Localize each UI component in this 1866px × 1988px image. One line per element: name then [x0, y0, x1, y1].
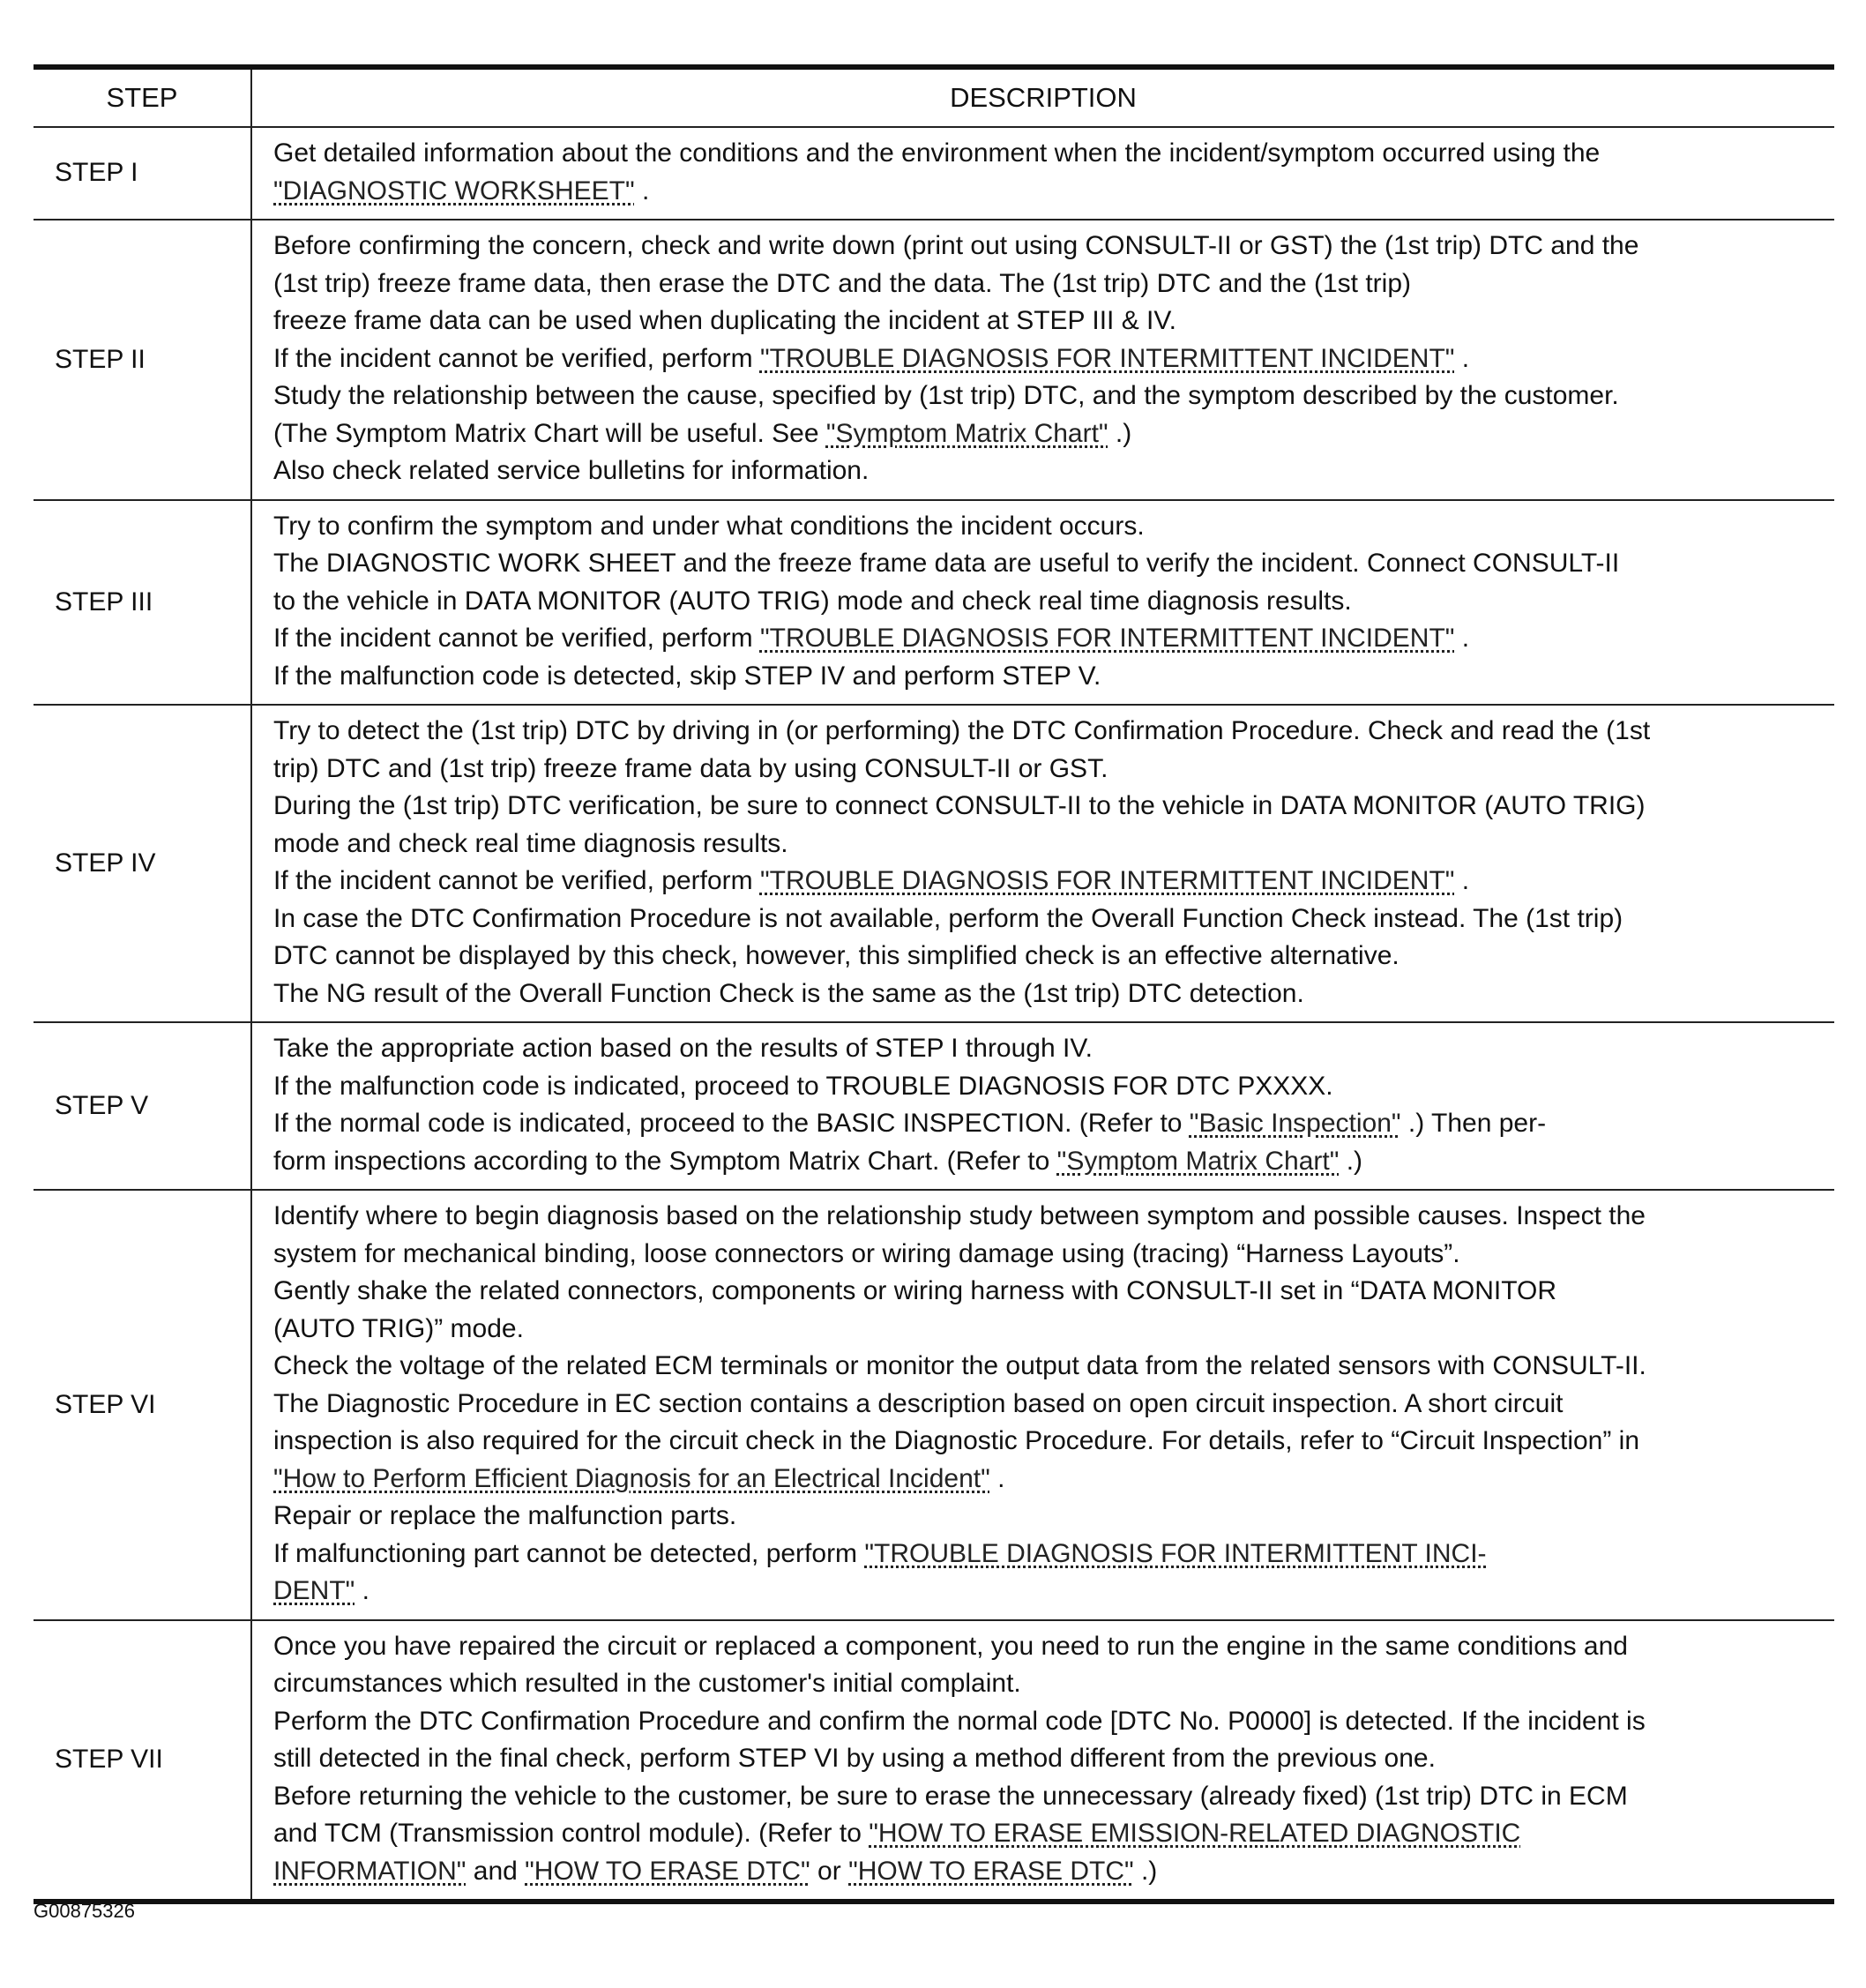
description-text: Repair or replace the malfunction parts. — [273, 1501, 737, 1530]
description-line — [273, 1498, 1820, 1536]
description-line — [273, 713, 1820, 751]
description-line — [273, 1628, 1820, 1666]
description-text: (1st trip) freeze frame data, then erase the DTC and the data. The (1st trip) DTC and the (1st trip) — [273, 268, 1412, 298]
description-text: If the malfunction code is detected, skip STEP IV and perform STEP V. — [273, 661, 1101, 691]
reference-link[interactable]: "TROUBLE DIAGNOSIS FOR INTERMITTENT INCIDENT" — [759, 624, 1455, 653]
table-row — [34, 1022, 1834, 1190]
description-text: . — [1454, 866, 1470, 895]
reference-link[interactable]: "HOW TO ERASE EMISSION-RELATED DIAGNOSTIC — [869, 1819, 1521, 1848]
reference-link[interactable]: "HOW TO ERASE DTC" — [525, 1856, 810, 1886]
description-text: mode and check real time diagnosis results. — [273, 828, 788, 858]
description-text: Check the voltage of the related ECM terminals or monitor the output data from the related sensors with CONSULT-II. — [273, 1351, 1646, 1380]
description-line — [273, 1068, 1820, 1106]
step-label: STEP V — [34, 1022, 251, 1190]
description-text: . — [1454, 343, 1470, 373]
description-line — [273, 228, 1820, 265]
description-text: Identify where to begin diagnosis based on the relationship study between symptom and possible causes. Inspect the — [273, 1201, 1646, 1230]
step-description — [251, 1022, 1834, 1190]
description-line — [273, 863, 1820, 901]
description-text: form inspections according to the Symptom Matrix Chart. (Refer to — [273, 1146, 1057, 1176]
table-row — [34, 1190, 1834, 1620]
step-label: STEP IV — [34, 705, 251, 1022]
diagnostic-steps-table — [34, 64, 1834, 1904]
step-label: STEP VII — [34, 1620, 251, 1902]
description-text: Before returning the vehicle to the customer, be sure to erase the unnecessary (already fixed) (1st trip) DTC in ECM — [273, 1781, 1628, 1811]
description-line — [273, 938, 1820, 975]
description-text: Once you have repaired the circuit or replaced a component, you need to run the engine in the same conditions and — [273, 1631, 1628, 1661]
description-text: inspection is also required for the circuit check in the Diagnostic Procedure. For details, refer to “Circuit Inspection” in — [273, 1426, 1640, 1455]
description-text: (The Symptom Matrix Chart will be useful. See — [273, 418, 826, 448]
description-line — [273, 415, 1820, 453]
description-line — [273, 975, 1820, 1013]
description-line — [273, 1815, 1820, 1853]
step-description — [251, 500, 1834, 706]
description-line — [273, 901, 1820, 938]
description-text: Take the appropriate action based on the results of STEP I through IV. — [273, 1034, 1093, 1063]
reference-link[interactable]: "How to Perform Efficient Diagnosis for an Electrical Incident" — [273, 1463, 990, 1493]
description-text: Try to confirm the symptom and under what conditions the incident occurs. — [273, 511, 1145, 541]
description-line — [273, 377, 1820, 415]
step-description — [251, 1190, 1834, 1620]
step-label: STEP VI — [34, 1190, 251, 1620]
description-line — [273, 1311, 1820, 1349]
description-text: .) — [1339, 1146, 1363, 1176]
reference-link[interactable]: "TROUBLE DIAGNOSIS FOR INTERMITTENT INCI- — [864, 1538, 1487, 1568]
description-text: .) Then per- — [1400, 1109, 1547, 1138]
description-text: freeze frame data can be used when duplicating the incident at STEP III & IV. — [273, 306, 1176, 335]
step-description — [251, 1620, 1834, 1902]
table-row — [34, 500, 1834, 706]
reference-link[interactable]: INFORMATION" — [273, 1856, 466, 1886]
description-text: .) — [1133, 1856, 1158, 1886]
description-text: Perform the DTC Confirmation Procedure and confirm the normal code [DTC No. P0000] is detected. If the incident is — [273, 1706, 1646, 1736]
description-text: In case the DTC Confirmation Procedure is not available, perform the Overall Function Check instead. The (1st trip) — [273, 903, 1623, 933]
description-line — [273, 1030, 1820, 1068]
description-text: Also check related service bulletins for information. — [273, 456, 870, 485]
description-line — [273, 1198, 1820, 1236]
description-line — [273, 1273, 1820, 1311]
reference-link[interactable]: "DIAGNOSTIC WORKSHEET" — [273, 176, 635, 206]
table-row — [34, 705, 1834, 1022]
description-text: The DIAGNOSTIC WORK SHEET and the freeze frame data are useful to verify the incident. Connect CONSULT-II — [273, 549, 1620, 578]
description-text: If the normal code is indicated, proceed to the BASIC INSPECTION. (Refer to — [273, 1109, 1190, 1138]
step-rows — [34, 127, 1834, 1902]
description-text: . — [634, 176, 650, 206]
description-line — [273, 1236, 1820, 1274]
description-line — [273, 1778, 1820, 1816]
description-line — [273, 1143, 1820, 1181]
step-label: STEP III — [34, 500, 251, 706]
reference-link[interactable]: "TROUBLE DIAGNOSIS FOR INTERMITTENT INCIDENT" — [759, 343, 1455, 373]
description-text: The NG result of the Overall Function Check is the same as the (1st trip) DTC detection. — [273, 978, 1304, 1008]
reference-link[interactable]: "Symptom Matrix Chart" — [825, 418, 1108, 448]
description-text: . — [989, 1463, 1005, 1493]
description-text: Gently shake the related connectors, components or wiring harness with CONSULT-II set in “DATA MONITOR — [273, 1276, 1556, 1305]
description-text: still detected in the final check, perform STEP VI by using a method different from the previous one. — [273, 1744, 1436, 1773]
description-line — [273, 1105, 1820, 1143]
table-header-row — [34, 67, 1834, 127]
description-text: and TCM (Transmission control module). (Refer to — [273, 1819, 870, 1848]
description-line — [273, 1423, 1820, 1461]
description-line — [273, 303, 1820, 340]
step-description — [251, 705, 1834, 1022]
step-description — [251, 127, 1834, 220]
description-text: to the vehicle in DATA MONITOR (AUTO TRIG) mode and check real time diagnosis results. — [273, 586, 1352, 616]
description-line — [273, 1740, 1820, 1778]
step-label: STEP II — [34, 220, 251, 500]
description-line — [273, 1573, 1820, 1611]
description-line — [273, 1703, 1820, 1741]
description-text: Study the relationship between the cause, specified by (1st trip) DTC, and the symptom described by the customer. — [273, 381, 1619, 410]
description-line — [273, 135, 1820, 173]
description-column-header: DESCRIPTION — [251, 67, 1834, 127]
description-line — [273, 340, 1820, 378]
table-row — [34, 220, 1834, 500]
description-line — [273, 1461, 1820, 1498]
description-text: During the (1st trip) DTC verification, be sure to connect CONSULT-II to the vehicle in DATA MONITOR (AUTO TRIG) — [273, 791, 1646, 820]
description-line — [273, 545, 1820, 583]
description-text: system for mechanical binding, loose connectors or wiring damage using (tracing) “Harness Layouts”. — [273, 1238, 1460, 1268]
description-line — [273, 658, 1820, 696]
description-line — [273, 751, 1820, 788]
description-text: Get detailed information about the conditions and the environment when the incident/symptom occurred using the — [273, 138, 1601, 168]
description-line — [273, 173, 1820, 211]
reference-link[interactable]: DENT" — [273, 1576, 355, 1605]
description-text: Before confirming the concern, check and write down (print out using CONSULT-II or GST) the (1st trip) DTC and the — [273, 231, 1639, 260]
description-text: The Diagnostic Procedure in EC section contains a description based on open circuit inspection. A short circuit — [273, 1388, 1564, 1418]
description-line — [273, 1536, 1820, 1573]
description-text: If the incident cannot be verified, perform — [273, 866, 760, 895]
description-line — [273, 788, 1820, 826]
description-text: circumstances which resulted in the customer's initial complaint. — [273, 1669, 1021, 1698]
description-line — [273, 508, 1820, 546]
description-line — [273, 583, 1820, 621]
diagnostic-steps-sheet — [34, 64, 1834, 1904]
reference-link[interactable]: "HOW TO ERASE DTC" — [848, 1856, 1134, 1886]
description-text: or — [810, 1856, 849, 1886]
description-line — [273, 265, 1820, 303]
reference-link[interactable]: "Basic Inspection" — [1189, 1109, 1401, 1138]
description-line — [273, 1853, 1820, 1891]
step-description — [251, 220, 1834, 500]
description-text: . — [1454, 624, 1470, 653]
description-text: .) — [1108, 418, 1132, 448]
description-text: If the malfunction code is indicated, proceed to TROUBLE DIAGNOSIS FOR DTC PXXXX. — [273, 1071, 1333, 1101]
description-text: and — [466, 1856, 526, 1886]
description-line — [273, 1348, 1820, 1386]
description-text: trip) DTC and (1st trip) freeze frame data by using CONSULT-II or GST. — [273, 753, 1108, 783]
description-text: If the incident cannot be verified, perform — [273, 624, 760, 653]
reference-link[interactable]: "Symptom Matrix Chart" — [1056, 1146, 1340, 1176]
description-line — [273, 1386, 1820, 1424]
description-text: If the incident cannot be verified, perform — [273, 343, 760, 373]
reference-link[interactable]: "TROUBLE DIAGNOSIS FOR INTERMITTENT INCIDENT" — [759, 866, 1455, 895]
description-text: Try to detect the (1st trip) DTC by driving in (or performing) the DTC Confirmation Procedure. Check and read the (1st — [273, 716, 1651, 745]
description-line — [273, 1665, 1820, 1703]
description-line — [273, 826, 1820, 863]
description-text: (AUTO TRIG)” mode. — [273, 1313, 524, 1343]
description-line — [273, 452, 1820, 490]
description-line — [273, 620, 1820, 658]
table-row — [34, 127, 1834, 220]
description-text: If malfunctioning part cannot be detected, perform — [273, 1538, 865, 1568]
figure-id: G00875326 — [34, 1900, 135, 1922]
description-text: DTC cannot be displayed by this check, however, this simplified check is an effective alternative. — [273, 941, 1400, 970]
table-row — [34, 1620, 1834, 1902]
step-column-header: STEP — [34, 67, 251, 127]
description-text: . — [355, 1576, 369, 1605]
step-label: STEP I — [34, 127, 251, 220]
